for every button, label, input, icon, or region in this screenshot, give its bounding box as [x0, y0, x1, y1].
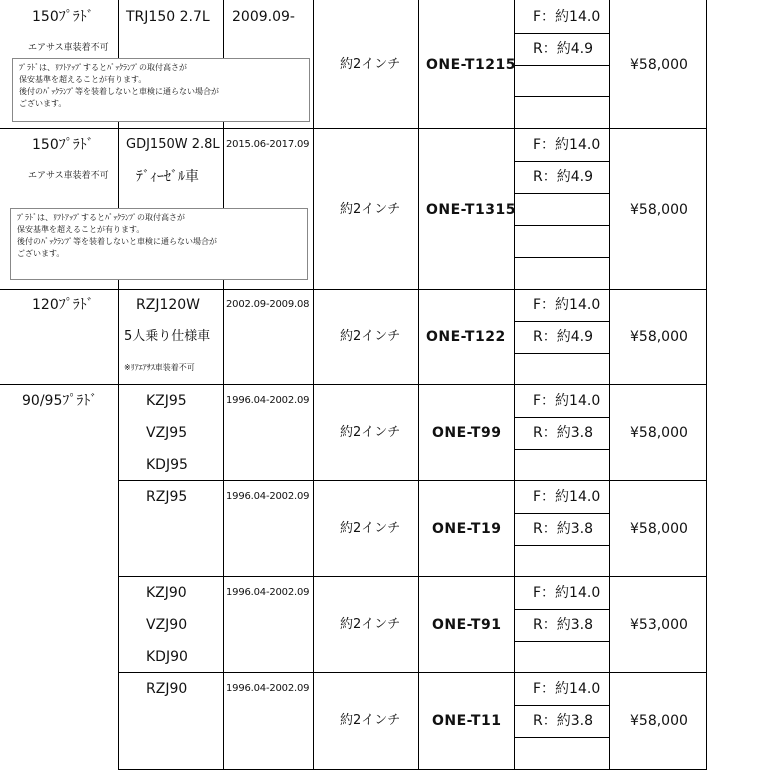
grid-line — [514, 545, 610, 546]
model-note: エアサス車装着不可 — [28, 43, 109, 53]
grid-line — [514, 161, 610, 162]
grid-line — [514, 705, 610, 706]
part-number: ONE-T11 — [432, 713, 502, 729]
grid-line — [609, 0, 610, 770]
lift-amount: 約2インチ — [340, 713, 401, 728]
price: ¥58,000 — [630, 425, 688, 441]
model-year: 2002.09-2009.08 — [226, 299, 310, 310]
spec-front: F：約14.0 — [533, 489, 601, 505]
vehicle-code: TRJ150 2.7L — [126, 9, 210, 25]
spec-rear: R：約4.9 — [533, 41, 593, 57]
model-name: 90/95ﾌﾟﾗﾄﾞ — [22, 393, 98, 409]
grid-line — [514, 417, 610, 418]
grid-line — [514, 353, 610, 354]
part-number: ONE-T19 — [432, 521, 502, 537]
grid-line — [514, 513, 610, 514]
spec-front: F：約14.0 — [533, 393, 601, 409]
lift-amount: 約2インチ — [340, 425, 401, 440]
spec-front: F：約14.0 — [533, 585, 601, 601]
spec-rear: R：約3.8 — [533, 521, 593, 537]
grid-line — [514, 609, 610, 610]
vehicle-code: RZJ90 — [146, 681, 188, 697]
spec-rear: R：約4.9 — [533, 169, 593, 185]
lift-amount: 約2インチ — [340, 617, 401, 632]
vehicle-code: KDJ95 — [146, 457, 188, 473]
model-year: 1996.04-2002.09 — [226, 683, 310, 694]
note-line: 保安基準を超えることが有ります。 — [19, 75, 147, 84]
grid-line — [514, 737, 610, 738]
model-name: 150ﾌﾟﾗﾄﾞ — [32, 9, 94, 25]
grid-line — [514, 257, 610, 258]
grid-line — [0, 128, 707, 129]
grid-line — [514, 321, 610, 322]
note-line: 後付のﾊﾞｯｸﾗﾝﾌﾟ等を装着しないと車検に通らない場合が — [17, 237, 217, 246]
grid-line — [118, 385, 119, 770]
note-line: ございます。 — [17, 249, 65, 258]
price: ¥58,000 — [630, 521, 688, 537]
spec-front: F：約14.0 — [533, 681, 601, 697]
spec-rear: R：約4.9 — [533, 329, 593, 345]
model-year: 2015.06-2017.09 — [226, 139, 310, 150]
model-note: エアサス車装着不可 — [28, 171, 109, 181]
grid-line — [706, 0, 707, 770]
grid-line — [118, 480, 707, 481]
spec-rear: R：約3.8 — [533, 425, 593, 441]
vehicle-code: 5人乗り仕様車 — [124, 329, 211, 344]
grid-line — [514, 193, 610, 194]
grid-line — [118, 672, 707, 673]
vehicle-code: KDJ90 — [146, 649, 188, 665]
spec-front: F：約14.0 — [533, 297, 601, 313]
grid-line — [418, 0, 419, 770]
vehicle-code: KZJ95 — [146, 393, 187, 409]
grid-line — [514, 65, 610, 66]
grid-line — [514, 225, 610, 226]
part-number: ONE-T122 — [426, 329, 506, 345]
vehicle-code: RZJ95 — [146, 489, 188, 505]
grid-line — [0, 289, 707, 290]
vehicle-code: VZJ90 — [146, 617, 188, 633]
grid-line — [313, 0, 314, 770]
note-line: 保安基準を超えることが有ります。 — [17, 225, 145, 234]
vehicle-code: GDJ150W 2.8L — [126, 137, 220, 152]
vehicle-code: RZJ120W — [136, 297, 201, 313]
grid-line — [118, 769, 707, 770]
price: ¥53,000 — [630, 617, 688, 633]
note-line: 後付のﾊﾞｯｸﾗﾝﾌﾟ等を装着しないと車検に通らない場合が — [19, 87, 219, 96]
vehicle-code: ﾃﾞｨｰｾﾞﾙ車 — [136, 169, 199, 185]
model-year: 1996.04-2002.09 — [226, 491, 310, 502]
lift-amount: 約2インチ — [340, 57, 401, 72]
grid-line — [514, 96, 610, 97]
part-number: ONE-T1315 — [426, 202, 516, 218]
spec-rear: R：約3.8 — [533, 617, 593, 633]
part-number: ONE-T1215 — [426, 57, 516, 73]
grid-line — [0, 384, 707, 385]
grid-line — [514, 33, 610, 34]
price: ¥58,000 — [630, 329, 688, 345]
vehicle-code: VZJ95 — [146, 425, 188, 441]
price: ¥58,000 — [630, 57, 688, 73]
part-number: ONE-T91 — [432, 617, 502, 633]
note-line: ﾌﾟﾗﾄﾞは、ﾘﾌﾄｱｯﾌﾟするとﾊﾞｯｸﾗﾝﾌﾟの取付高さが — [19, 63, 187, 72]
note-box — [10, 208, 308, 280]
spec-front: F：約14.0 — [533, 9, 601, 25]
price: ¥58,000 — [630, 202, 688, 218]
price: ¥58,000 — [630, 713, 688, 729]
lift-amount: 約2インチ — [340, 521, 401, 536]
vehicle-code: KZJ90 — [146, 585, 187, 601]
grid-line — [514, 0, 515, 770]
model-year: 1996.04-2002.09 — [226, 395, 310, 406]
spec-rear: R：約3.8 — [533, 713, 593, 729]
model-name: 150ﾌﾟﾗﾄﾞ — [32, 137, 94, 153]
vehicle-note: ※ﾘｱｴｱｻｽ車装着不可 — [124, 363, 195, 372]
model-year: 1996.04-2002.09 — [226, 587, 310, 598]
part-number: ONE-T99 — [432, 425, 502, 441]
model-name: 120ﾌﾟﾗﾄﾞ — [32, 297, 94, 313]
lift-amount: 約2インチ — [340, 202, 401, 217]
note-line: ﾌﾟﾗﾄﾞは、ﾘﾌﾄｱｯﾌﾟするとﾊﾞｯｸﾗﾝﾌﾟの取付高さが — [17, 213, 185, 222]
spec-front: F：約14.0 — [533, 137, 601, 153]
lift-amount: 約2インチ — [340, 329, 401, 344]
grid-line — [118, 576, 707, 577]
note-box — [12, 58, 310, 122]
model-year: 2009.09- — [232, 9, 295, 25]
grid-line — [514, 641, 610, 642]
grid-line — [514, 449, 610, 450]
note-line: ございます。 — [19, 99, 67, 108]
